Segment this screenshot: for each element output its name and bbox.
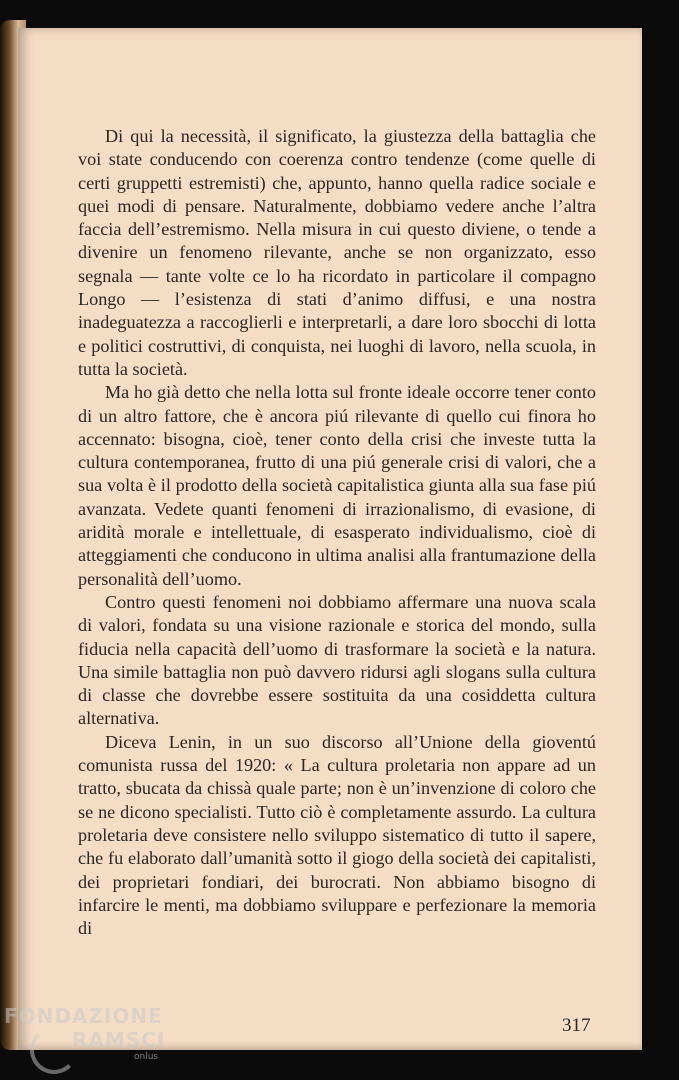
page-number: 317: [562, 1015, 591, 1036]
body-text: [78, 125, 596, 940]
paragraph-1: Di qui la necessità, il significato, la giustezza della battaglia che voi state conducendo con coerenza contro tendenze (come quelle di certi gruppetti estremisti) che, appunto, hanno quella radice sociale e quei modi di pensare. Naturalmente, dobbiamo vedere anche l’altra faccia dell’estremismo. Nella misura in cui questo diviene, o tende a divenire un fenomeno rilevante, anche se non organizzato, esso segnala — tante volte ce lo ha ricordato in particolare il compagno Longo — l’esistenza di stati d’animo diffusi, e una nostra inadeguatezza a raccoglierli e interpretarli, a dare loro sbocchi di lotta e politici costruttivi, di conquista, nei luoghi di lavoro, nella scuola, in tutta la società.: [78, 126, 596, 379]
watermark-g-icon: [30, 1026, 78, 1074]
fondazione-gramsci-watermark: [2, 1004, 172, 1074]
paragraph-3: Contro questi fenomeni noi dobbiamo affermare una nuova scala di valori, fondata su una visione razionale e storica del mondo, sulla fiducia nella capacità dell’uomo di trasformare la società e la natura. Una simile battaglia non può davvero ridursi agli slogans sulla cultura di classe che dovrebbe essere sostituita da una cosiddetta cultura alternativa.: [78, 591, 596, 729]
paragraph-4: Diceva Lenin, in un suo discorso all’Unione della gioventú comunista russa del 1920: « La cultura proletaria non appare ad un tratto, sbucata da chissà quale parte; non è un’invenzione di coloro che se ne dicono specialisti. Tutto ciò è completamente assurdo. La cultura proletaria deve consistere nello sviluppo sistematico di tutto il sapere, che fu elaborato dall’umanità sotto il giogo della società dei capitalisti, dei proprietari fondiari, dei burocrati. Non abbiamo bisogno di infarcire le menti, ma dobbiamo sviluppare e perfezionare la memoria di: [78, 731, 596, 939]
paragraph-2: Ma ho già detto che nella lotta sul fronte ideale occorre tener conto di un altro fattore, che è ancora piú rilevante di quello cui finora ho accennato: bisogna, cioè, tener conto della crisi che investe tutta la cultura contemporanea, frutto di una piú generale crisi di valori, che a sua volta è il prodotto della società capitalistica giunta alla sua fase piú avanzata. Vedete quanti fenomeni di irrazionalismo, di evasione, di aridità morale e intellettuale, di esasperato individualismo, cioè di atteggiamenti che conducono in ultima analisi alla frantumazione della personalità dell’uomo.: [78, 382, 596, 589]
watermark-onlus: onlus: [134, 1052, 159, 1062]
watermark-line2: RAMSCI: [72, 1028, 166, 1052]
watermark-line1: FONDAZIONE: [4, 1004, 163, 1028]
book-page: [18, 28, 642, 1050]
